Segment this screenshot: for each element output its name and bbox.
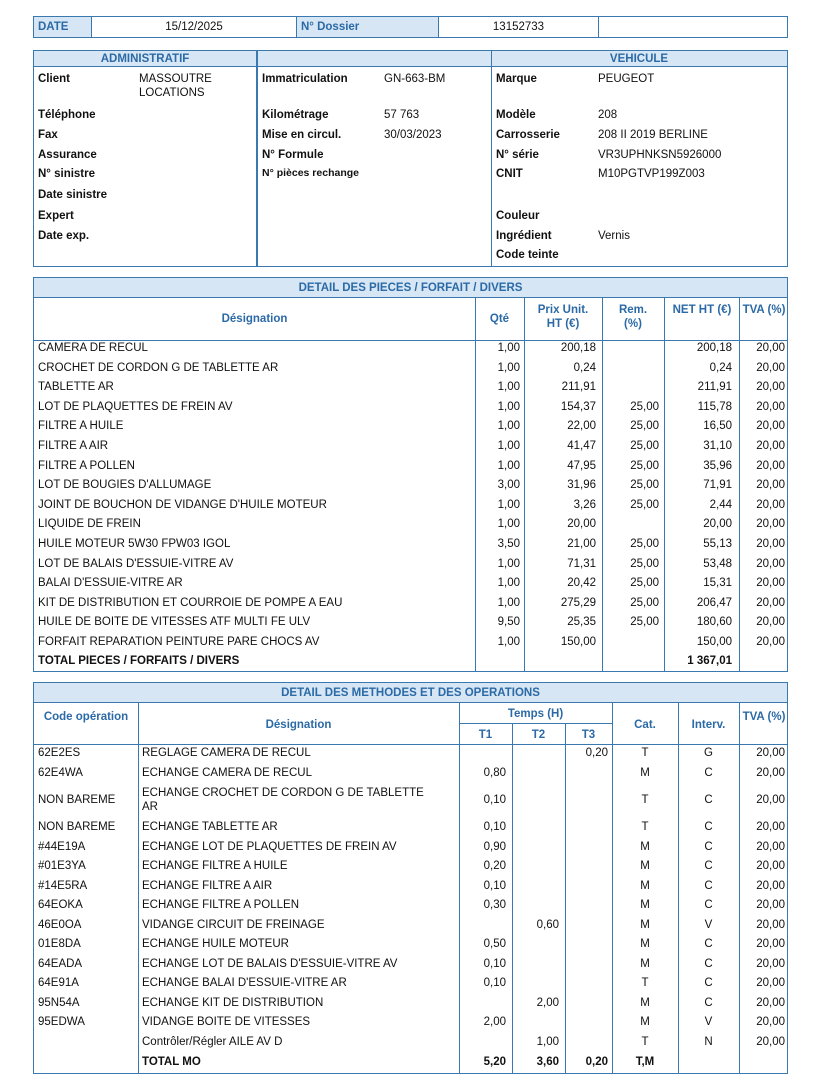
op-interv: C bbox=[704, 879, 713, 892]
op-interv: G bbox=[704, 747, 713, 759]
table-row bbox=[34, 398, 787, 418]
pieces-title: DETAIL DES PIECES / FORFAIT / DIVERS bbox=[34, 278, 787, 298]
client-value: MASSOUTRE LOCATIONS bbox=[139, 73, 212, 99]
ingredient-label: Ingrédient bbox=[496, 230, 552, 242]
op-designation: ECHANGE LOT DE PLAQUETTES DE FREIN AV bbox=[142, 840, 397, 853]
piece-remise: 25,00 bbox=[630, 479, 659, 492]
op-tva: 20,00 bbox=[756, 794, 785, 806]
op-tva: 20,00 bbox=[756, 840, 785, 853]
op-code: #01E3YA bbox=[38, 860, 86, 872]
op-designation: Contrôler/Régler AILE AV D bbox=[142, 1035, 283, 1048]
op-interv: C bbox=[704, 957, 713, 970]
piece-net: 35,96 bbox=[703, 459, 732, 472]
mise-label: Mise en circul. bbox=[262, 129, 342, 141]
table-row bbox=[34, 916, 787, 936]
op-code: 62E2ES bbox=[38, 747, 81, 759]
op-tva: 20,00 bbox=[756, 957, 785, 970]
modele-value: 208 bbox=[598, 109, 618, 121]
op-tva: 20,00 bbox=[756, 977, 785, 989]
piece-designation: FILTRE A POLLEN bbox=[38, 459, 135, 472]
piece-tva: 20,00 bbox=[756, 479, 785, 492]
op-code: 64EOKA bbox=[38, 899, 83, 911]
table-row bbox=[34, 594, 787, 614]
vehicule-divider bbox=[491, 51, 492, 266]
op-t1: 0,30 bbox=[483, 899, 506, 911]
op-designation: ECHANGE TABLETTE AR bbox=[142, 821, 278, 833]
op-cat: M bbox=[640, 918, 650, 931]
piece-tva: 20,00 bbox=[756, 342, 785, 354]
cnit-label: CNIT bbox=[496, 168, 523, 180]
piece-net: 0,24 bbox=[709, 361, 732, 374]
op-designation: ECHANGE FILTRE A HUILE bbox=[142, 860, 288, 872]
piece-designation: FORFAIT REPARATION PEINTURE PARE CHOCS AV bbox=[38, 636, 320, 648]
telephone-label: Téléphone bbox=[38, 109, 96, 121]
piece-remise: 25,00 bbox=[630, 498, 659, 511]
op-tva: 20,00 bbox=[756, 1035, 785, 1048]
piece-designation: LIQUIDE DE FREIN bbox=[38, 518, 141, 531]
op-interv: C bbox=[704, 840, 713, 853]
table-row bbox=[34, 1013, 787, 1033]
pieces-h-tva: TVA (%) bbox=[742, 304, 786, 316]
pieces-total-value: 1 367,01 bbox=[687, 655, 732, 667]
table-row bbox=[34, 613, 787, 633]
piece-tva: 20,00 bbox=[756, 557, 785, 570]
table-row bbox=[34, 955, 787, 975]
op-code: NON BAREME bbox=[38, 821, 116, 833]
piece-designation: LOT DE BOUGIES D'ALLUMAGE bbox=[38, 479, 212, 492]
op-code: 95EDWA bbox=[38, 1016, 85, 1028]
op-interv: C bbox=[704, 821, 713, 833]
op-code: 64E91A bbox=[38, 977, 79, 989]
piece-prix: 0,24 bbox=[573, 361, 596, 374]
admin-title: ADMINISTRATIF bbox=[34, 51, 256, 67]
piece-prix: 25,35 bbox=[567, 616, 596, 629]
op-cat: T bbox=[641, 794, 649, 806]
table-row bbox=[34, 974, 787, 994]
piece-qte: 1,00 bbox=[497, 498, 520, 511]
piece-prix: 21,00 bbox=[567, 538, 596, 550]
piece-designation: CROCHET DE CORDON G DE TABLETTE AR bbox=[38, 361, 279, 374]
piece-remise: 25,00 bbox=[630, 440, 659, 452]
table-row bbox=[34, 457, 787, 477]
ingredient-value: Vernis bbox=[598, 230, 630, 242]
op-designation: ECHANGE FILTRE A POLLEN bbox=[142, 899, 300, 911]
op-code: #14E5RA bbox=[38, 879, 88, 892]
carrosserie-label: Carrosserie bbox=[496, 129, 560, 141]
table-row bbox=[34, 744, 787, 764]
piece-designation: TABLETTE AR bbox=[38, 381, 114, 394]
piece-net: 55,13 bbox=[703, 538, 732, 550]
piece-designation: JOINT DE BOUCHON DE VIDANGE D'HUILE MOTEUR bbox=[38, 498, 327, 511]
op-t1: 0,80 bbox=[483, 766, 506, 779]
op-interv: C bbox=[704, 996, 713, 1009]
op-cat: T bbox=[641, 821, 649, 833]
table-row bbox=[34, 818, 787, 838]
piece-designation: CAMERA DE RECUL bbox=[38, 342, 148, 354]
op-t2: 2,00 bbox=[536, 996, 559, 1009]
piece-prix: 20,00 bbox=[567, 518, 596, 531]
piece-qte: 1,00 bbox=[497, 440, 520, 452]
op-tva: 20,00 bbox=[756, 747, 785, 759]
pieces-table bbox=[33, 277, 788, 672]
fax-label: Fax bbox=[38, 129, 58, 141]
ops-h-code: Code opération bbox=[43, 711, 129, 723]
op-designation: ECHANGE CAMERA DE RECUL bbox=[142, 766, 312, 779]
carrosserie-value: 208 II 2019 BERLINE bbox=[598, 129, 708, 141]
op-code: #44E19A bbox=[38, 840, 86, 853]
vehicule-left-bar bbox=[258, 51, 491, 67]
pieces-h-net: NET HT (€) bbox=[672, 304, 732, 316]
piece-qte: 1,00 bbox=[497, 459, 520, 472]
piece-net: 15,31 bbox=[703, 577, 732, 590]
piece-net: 206,47 bbox=[696, 596, 732, 609]
op-designation: REGLAGE CAMERA DE RECUL bbox=[142, 747, 311, 759]
dossier-value: 13152733 bbox=[439, 17, 599, 37]
op-cat: T bbox=[641, 1035, 649, 1048]
op-cat: M bbox=[640, 840, 650, 853]
piece-net: 2,44 bbox=[709, 498, 732, 511]
op-cat: M bbox=[640, 766, 650, 779]
op-t1: 0,10 bbox=[483, 879, 506, 892]
piece-designation: KIT DE DISTRIBUTION ET COURROIE DE POMPE A EAU bbox=[38, 596, 343, 609]
piece-qte: 1,00 bbox=[497, 381, 520, 394]
table-row bbox=[34, 935, 787, 955]
op-t2: 1,00 bbox=[536, 1035, 559, 1048]
op-interv: C bbox=[704, 938, 713, 950]
op-cat: M bbox=[640, 938, 650, 950]
piece-remise: 25,00 bbox=[630, 420, 659, 433]
op-tva: 20,00 bbox=[756, 918, 785, 931]
date-value: 15/12/2025 bbox=[92, 17, 297, 37]
table-row bbox=[34, 535, 787, 555]
op-tva: 20,00 bbox=[756, 879, 785, 892]
table-row bbox=[34, 1033, 787, 1053]
table-row bbox=[34, 476, 787, 496]
marque-value: PEUGEOT bbox=[598, 73, 655, 85]
ops-total-label: TOTAL MO bbox=[142, 1056, 201, 1068]
table-row bbox=[34, 417, 787, 437]
pieces-h-designation: Désignation bbox=[221, 313, 288, 325]
piece-prix: 22,00 bbox=[567, 420, 596, 433]
piece-remise: 25,00 bbox=[630, 616, 659, 629]
km-label: Kilométrage bbox=[262, 109, 329, 121]
op-tva: 20,00 bbox=[756, 821, 785, 833]
op-cat: M bbox=[640, 1016, 650, 1028]
op-cat: M bbox=[640, 996, 650, 1009]
pieces-h-prix: Prix Unit. HT (€) bbox=[537, 304, 589, 330]
op-designation: ECHANGE BALAI D'ESSUIE-VITRE AR bbox=[142, 977, 347, 989]
table-row bbox=[34, 437, 787, 457]
immat-label: Immatriculation bbox=[262, 73, 348, 85]
op-designation: ECHANGE KIT DE DISTRIBUTION bbox=[142, 996, 324, 1009]
piece-remise: 25,00 bbox=[630, 596, 659, 609]
immat-value: GN-663-BM bbox=[384, 73, 446, 85]
piece-tva: 20,00 bbox=[756, 400, 785, 413]
piece-qte: 1,00 bbox=[497, 577, 520, 590]
piece-net: 53,48 bbox=[703, 557, 732, 570]
piece-remise: 25,00 bbox=[630, 538, 659, 550]
op-interv: C bbox=[704, 794, 713, 806]
ops-total-t3: 0,20 bbox=[585, 1056, 608, 1068]
date-label: DATE bbox=[34, 17, 92, 37]
piece-tva: 20,00 bbox=[756, 636, 785, 648]
piece-tva: 20,00 bbox=[756, 459, 785, 472]
op-cat: T bbox=[641, 977, 649, 989]
piece-prix: 20,42 bbox=[567, 577, 596, 590]
piece-tva: 20,00 bbox=[756, 420, 785, 433]
op-designation: VIDANGE BOITE DE VITESSES bbox=[142, 1016, 311, 1028]
serie-value: VR3UPHNKSN5926000 bbox=[598, 149, 722, 161]
cnit-value: M10PGTVP199Z003 bbox=[598, 168, 705, 180]
ops-title: DETAIL DES METHODES ET DES OPERATIONS bbox=[34, 683, 787, 703]
dossier-header bbox=[33, 16, 788, 38]
op-interv: V bbox=[704, 1016, 713, 1028]
op-interv: C bbox=[704, 899, 713, 911]
piece-qte: 1,00 bbox=[497, 361, 520, 374]
piece-net: 211,91 bbox=[697, 381, 732, 394]
pieces-label: N° pièces rechange bbox=[262, 167, 359, 179]
header-empty-cell bbox=[599, 17, 787, 37]
op-t1: 0,20 bbox=[483, 860, 506, 872]
piece-designation: HUILE DE BOITE DE VITESSES ATF MULTI FE ULV bbox=[38, 616, 311, 629]
op-designation: ECHANGE FILTRE A AIR bbox=[142, 879, 273, 892]
piece-designation: LOT DE PLAQUETTES DE FREIN AV bbox=[38, 400, 233, 413]
assurance-label: Assurance bbox=[38, 149, 97, 161]
teinte-label: Code teinte bbox=[496, 249, 559, 261]
date-sinistre-label: Date sinistre bbox=[38, 189, 108, 201]
piece-tva: 20,00 bbox=[756, 596, 785, 609]
table-row bbox=[34, 359, 787, 379]
piece-tva: 20,00 bbox=[756, 577, 785, 590]
piece-remise: 25,00 bbox=[630, 557, 659, 570]
op-code: 01E8DA bbox=[38, 938, 81, 950]
piece-designation: FILTRE A AIR bbox=[38, 440, 109, 452]
piece-prix: 3,26 bbox=[573, 498, 596, 511]
op-t1: 0,50 bbox=[483, 938, 506, 950]
op-designation: ECHANGE LOT DE BALAIS D'ESSUIE-VITRE AV bbox=[142, 957, 398, 970]
piece-prix: 47,95 bbox=[567, 459, 596, 472]
pieces-h-rem: Rem. (%) bbox=[618, 304, 648, 330]
piece-prix: 200,18 bbox=[560, 342, 596, 354]
admin-panel bbox=[33, 50, 257, 267]
op-interv: C bbox=[704, 860, 713, 872]
piece-qte: 1,00 bbox=[497, 400, 520, 413]
marque-label: Marque bbox=[496, 73, 537, 85]
temps-rule bbox=[459, 723, 612, 724]
piece-net: 20,00 bbox=[703, 518, 732, 531]
op-code: 64EADA bbox=[38, 957, 83, 970]
piece-designation: HUILE MOTEUR 5W30 FPW03 IGOL bbox=[38, 538, 231, 550]
table-row bbox=[34, 574, 787, 594]
ops-total-t1: 5,20 bbox=[483, 1056, 506, 1068]
piece-net: 200,18 bbox=[696, 342, 732, 354]
ops-h-interv: Interv. bbox=[691, 719, 726, 731]
table-row bbox=[34, 764, 787, 784]
modele-label: Modèle bbox=[496, 109, 536, 121]
table-row bbox=[34, 877, 787, 897]
piece-tva: 20,00 bbox=[756, 381, 785, 394]
ops-total-t2: 3,60 bbox=[536, 1056, 559, 1068]
piece-tva: 20,00 bbox=[756, 518, 785, 531]
table-row bbox=[34, 857, 787, 877]
piece-designation: BALAI D'ESSUIE-VITRE AR bbox=[38, 577, 183, 590]
ops-h-t1: T1 bbox=[478, 729, 493, 741]
pieces-total-label: TOTAL PIECES / FORFAITS / DIVERS bbox=[38, 655, 240, 667]
ops-h-tva: TVA (%) bbox=[742, 711, 786, 723]
op-tva: 20,00 bbox=[756, 860, 785, 872]
ops-h-designation: Désignation bbox=[265, 719, 332, 731]
formule-label: N° Formule bbox=[262, 149, 324, 161]
sinistre-label: N° sinistre bbox=[38, 168, 96, 180]
ops-h-t3: T3 bbox=[581, 729, 596, 741]
op-designation: ECHANGE HUILE MOTEUR bbox=[142, 938, 289, 950]
piece-qte: 3,50 bbox=[497, 538, 520, 550]
piece-qte: 3,00 bbox=[497, 479, 520, 492]
pieces-total-row bbox=[34, 652, 787, 672]
piece-qte: 1,00 bbox=[497, 557, 520, 570]
table-row bbox=[34, 838, 787, 858]
piece-designation: FILTRE A HUILE bbox=[38, 420, 124, 433]
client-label: Client bbox=[38, 73, 70, 85]
couleur-label: Couleur bbox=[496, 210, 540, 222]
ops-total-cat: T,M bbox=[635, 1056, 655, 1068]
piece-qte: 1,00 bbox=[497, 518, 520, 531]
piece-remise: 25,00 bbox=[630, 577, 659, 590]
km-value: 57 763 bbox=[384, 109, 420, 121]
piece-tva: 20,00 bbox=[756, 498, 785, 511]
table-row bbox=[34, 515, 787, 535]
vehicule-panel bbox=[257, 50, 788, 267]
ops-h-t2: T2 bbox=[531, 729, 546, 741]
table-row bbox=[34, 555, 787, 575]
piece-qte: 1,00 bbox=[497, 342, 520, 354]
ops-total-row bbox=[34, 1053, 787, 1073]
mise-value: 30/03/2023 bbox=[384, 129, 442, 141]
op-interv: N bbox=[704, 1035, 713, 1048]
piece-tva: 20,00 bbox=[756, 440, 785, 452]
op-code: 62E4WA bbox=[38, 766, 83, 779]
piece-designation: LOT DE BALAIS D'ESSUIE-VITRE AV bbox=[38, 557, 234, 570]
table-row bbox=[34, 896, 787, 916]
piece-net: 31,10 bbox=[703, 440, 732, 452]
op-designation: VIDANGE CIRCUIT DE FREINAGE bbox=[142, 918, 325, 931]
piece-prix: 150,00 bbox=[560, 636, 596, 648]
op-tva: 20,00 bbox=[756, 766, 785, 779]
op-code: 95N54A bbox=[38, 996, 80, 1009]
operations-table bbox=[33, 682, 788, 1074]
op-t1: 2,00 bbox=[483, 1016, 506, 1028]
piece-remise: 25,00 bbox=[630, 459, 659, 472]
op-designation: ECHANGE CROCHET DE CORDON G DE TABLETTE AR bbox=[142, 787, 424, 813]
op-cat: M bbox=[640, 860, 650, 872]
op-code: NON BAREME bbox=[38, 794, 116, 806]
piece-qte: 1,00 bbox=[497, 636, 520, 648]
op-interv: C bbox=[704, 766, 713, 779]
piece-prix: 31,96 bbox=[567, 479, 596, 492]
piece-qte: 1,00 bbox=[497, 420, 520, 433]
op-t1: 0,10 bbox=[483, 977, 506, 989]
table-row bbox=[34, 783, 787, 818]
table-row bbox=[34, 339, 787, 359]
op-cat: M bbox=[640, 899, 650, 911]
piece-tva: 20,00 bbox=[756, 538, 785, 550]
op-t1: 0,90 bbox=[483, 840, 506, 853]
piece-qte: 1,00 bbox=[497, 596, 520, 609]
op-cat: T bbox=[641, 747, 649, 759]
op-code: 46E0OA bbox=[38, 918, 82, 931]
piece-tva: 20,00 bbox=[756, 616, 785, 629]
piece-prix: 211,91 bbox=[561, 381, 596, 394]
dossier-label: N° Dossier bbox=[297, 17, 439, 37]
piece-net: 71,91 bbox=[703, 479, 732, 492]
op-t1: 0,10 bbox=[483, 821, 506, 833]
pieces-h-qte: Qté bbox=[489, 313, 510, 325]
op-interv: C bbox=[704, 977, 713, 989]
op-tva: 20,00 bbox=[756, 1016, 785, 1028]
op-tva: 20,00 bbox=[756, 899, 785, 911]
op-t1: 0,10 bbox=[483, 794, 506, 806]
piece-tva: 20,00 bbox=[756, 361, 785, 374]
op-cat: M bbox=[640, 879, 650, 892]
table-row bbox=[34, 633, 787, 653]
op-t3: 0,20 bbox=[585, 747, 608, 759]
ops-h-temps: Temps (H) bbox=[507, 708, 564, 720]
piece-qte: 9,50 bbox=[497, 616, 520, 629]
piece-remise: 25,00 bbox=[630, 400, 659, 413]
piece-prix: 275,29 bbox=[560, 596, 596, 609]
expert-label: Expert bbox=[38, 210, 74, 222]
serie-label: N° série bbox=[496, 149, 539, 161]
op-t1: 0,10 bbox=[483, 957, 506, 970]
piece-net: 180,60 bbox=[696, 616, 732, 629]
ops-h-cat: Cat. bbox=[634, 719, 656, 731]
op-tva: 20,00 bbox=[756, 996, 785, 1009]
date-exp-label: Date exp. bbox=[38, 230, 90, 242]
piece-prix: 154,37 bbox=[560, 400, 596, 413]
table-row bbox=[34, 994, 787, 1014]
vehicule-title: VEHICULE bbox=[491, 51, 787, 67]
op-tva: 20,00 bbox=[756, 938, 785, 950]
op-interv: V bbox=[704, 918, 713, 931]
table-row bbox=[34, 378, 787, 398]
op-cat: M bbox=[640, 957, 650, 970]
piece-prix: 41,47 bbox=[567, 440, 596, 452]
op-t2: 0,60 bbox=[536, 918, 559, 931]
piece-prix: 71,31 bbox=[567, 557, 596, 570]
piece-net: 150,00 bbox=[696, 636, 732, 648]
table-row bbox=[34, 496, 787, 516]
piece-net: 115,78 bbox=[697, 400, 732, 413]
piece-net: 16,50 bbox=[703, 420, 732, 433]
